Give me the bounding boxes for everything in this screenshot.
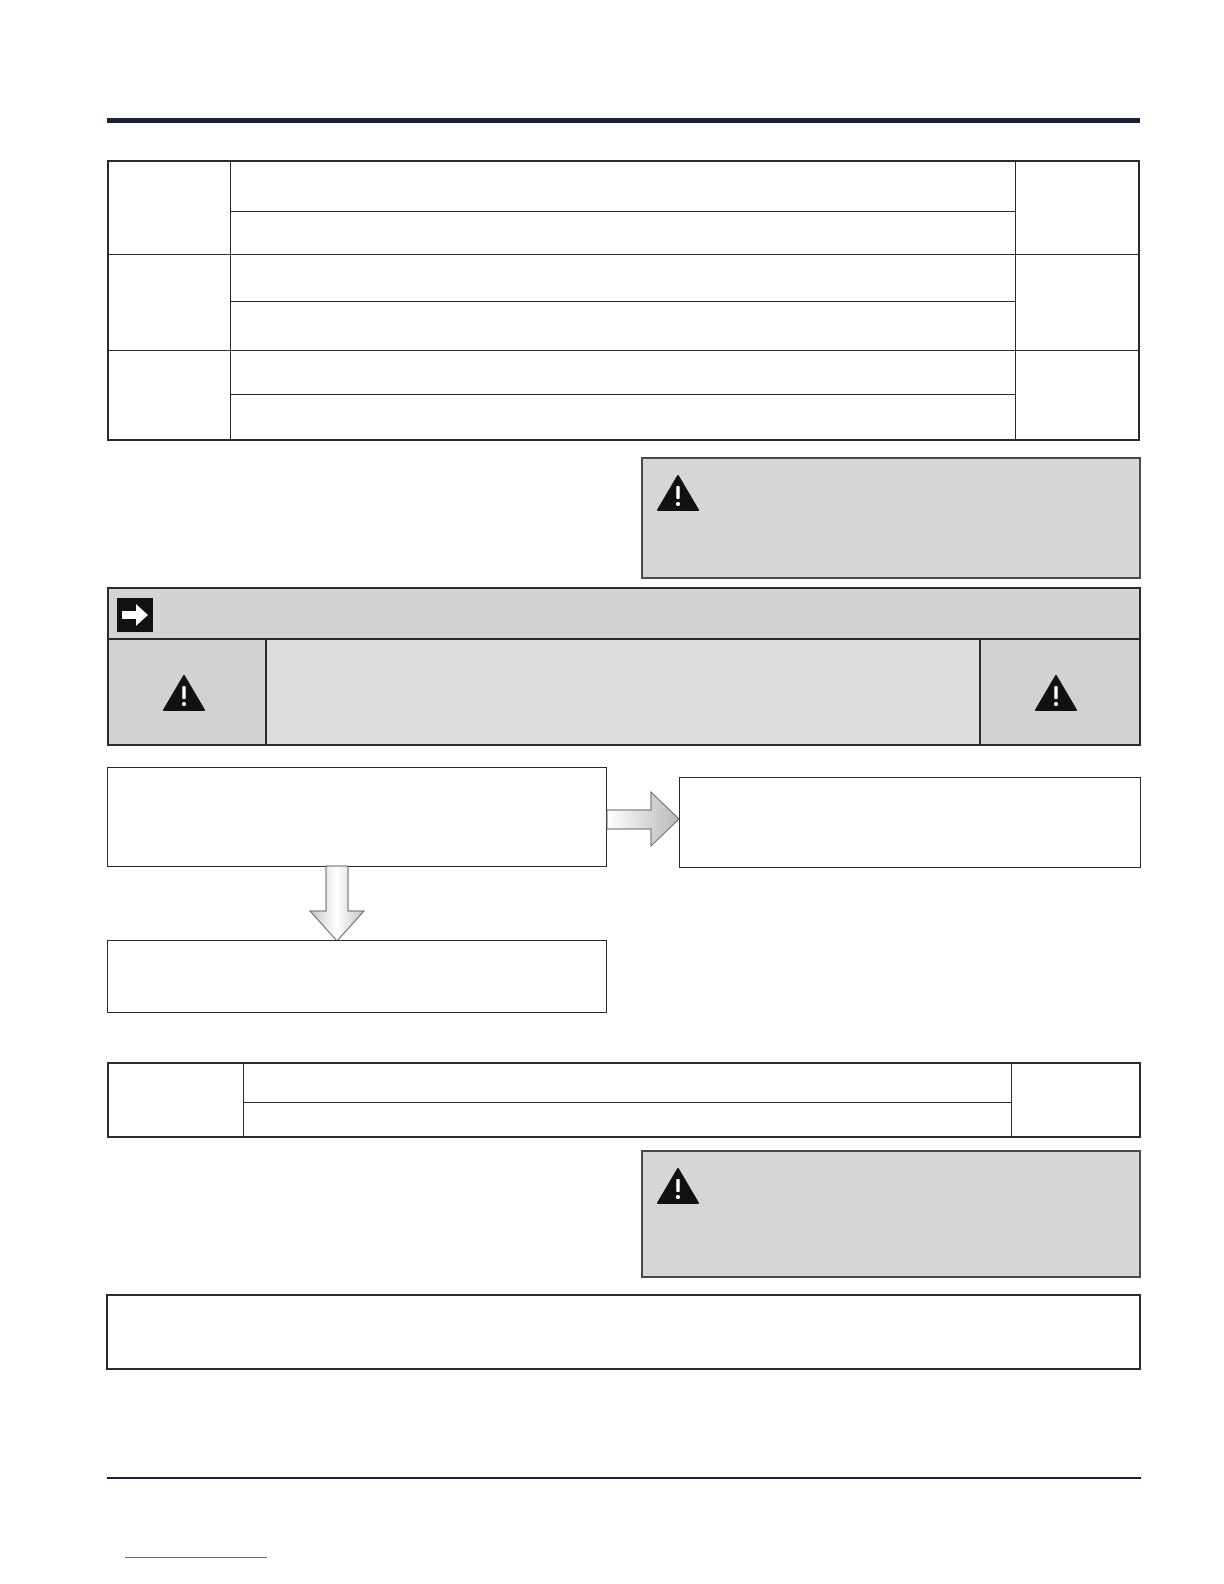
table-cell-line	[231, 162, 1016, 212]
table-cell-value	[1016, 255, 1138, 351]
warning-triangle-icon	[162, 674, 206, 712]
bottom-note-box	[106, 1294, 1141, 1370]
table-cell-line	[244, 1103, 1012, 1136]
table-cell-label	[109, 255, 231, 351]
warning-triangle-icon	[1034, 674, 1078, 712]
table-cell-line	[231, 395, 1016, 439]
table-cell-label	[109, 162, 231, 255]
table-cell-value	[1016, 351, 1138, 439]
warning-triangle-icon	[656, 474, 700, 512]
warning-box-1	[641, 457, 1141, 579]
notice-panel	[107, 587, 1141, 746]
right-arrow-icon	[117, 598, 153, 632]
warning-box-2	[641, 1150, 1141, 1278]
footer-rule	[107, 1477, 1141, 1479]
notice-left-cell	[109, 640, 267, 744]
warning-triangle-icon	[656, 1167, 700, 1205]
table-cell-label	[109, 351, 231, 439]
table-cell-line	[231, 351, 1016, 395]
spec-table-2	[107, 1062, 1141, 1138]
table-cell-line	[231, 255, 1016, 302]
notice-body-text	[281, 652, 965, 734]
warning-text	[713, 1166, 1125, 1266]
flow-box-start	[107, 767, 607, 867]
notice-header	[109, 589, 1139, 640]
warning-text	[713, 473, 1125, 567]
header-rule	[107, 118, 1140, 123]
flow-arrow-right-icon	[606, 790, 682, 850]
flow-arrow-down-icon	[307, 865, 367, 943]
table-cell-value	[1012, 1064, 1139, 1136]
table-cell-line	[244, 1064, 1012, 1103]
table-cell-value	[1016, 162, 1138, 255]
notice-right-cell	[981, 640, 1139, 744]
table-cell-line	[231, 212, 1016, 255]
flow-box-right	[679, 777, 1141, 868]
table-cell-line	[231, 302, 1016, 351]
flow-box-down	[107, 940, 607, 1013]
spec-table-1	[107, 160, 1140, 441]
table-cell-label	[109, 1064, 244, 1136]
footer-link[interactable]	[125, 1557, 267, 1558]
notice-body	[267, 640, 981, 744]
